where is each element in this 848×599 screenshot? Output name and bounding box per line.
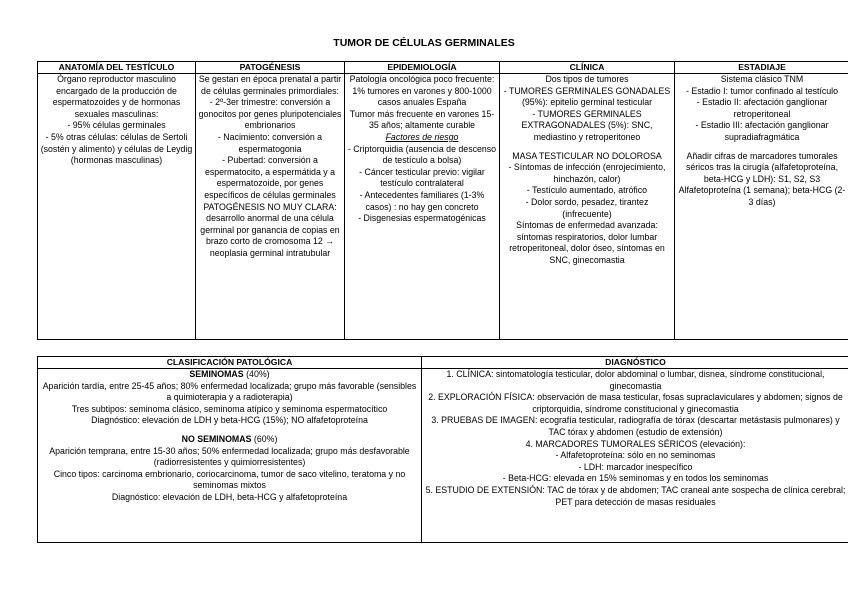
header-epidemiologia: EPIDEMIOLOGÍA <box>345 62 500 74</box>
spacer <box>502 144 672 151</box>
cell-patogenesis <box>196 74 345 340</box>
header-anatomia: ANATOMÍA DEL TESTÍCULO <box>38 62 196 74</box>
estadiaje-text: - Estadio II: afectación ganglionar retroperitoneal <box>696 97 828 119</box>
diagnostico-item: - Alfafetoproteína: sólo en no seminomas <box>555 450 716 461</box>
patogenesis-text: - Pubertad: conversión a espermatocito, a espermátida y a espermatozoide, por genes específicos de células germinales <box>204 155 336 200</box>
anatomia-text: Órgano reproductor masculino encargado de la producción de espermatozoides y de hormonas sexuales masculinas: <box>52 74 181 119</box>
seminomas-percent: (40%) <box>243 369 270 379</box>
header-clasificacion: CLASIFICACIÓN PATOLÓGICA <box>38 357 422 369</box>
anatomia-text: - 95% células germinales <box>67 120 166 131</box>
main-table <box>37 61 848 340</box>
risk-factor: - Antecedentes familiares (1-3% casos) : no hay gen concreto <box>359 189 485 212</box>
anatomia-text: - 5% otras células: células de Sertoli (sostén y alimento) y células de Leydig (hormonas masculinas) <box>40 131 193 166</box>
document-title: TUMOR DE CÉLULAS GERMINALES <box>333 37 515 49</box>
no-seminomas-text: Aparición temprana, entre 15-30 años; 50% enfermedad localizada; grupo más desfavorable (radiorresistentes y quimiorresistentes) <box>49 445 410 468</box>
header-clinica: CLÍNICA <box>500 62 675 74</box>
seminomas-heading <box>40 369 419 381</box>
diagnostico-item: - Beta-HCG: elevada en 15% seminomas y en todos los seminomas <box>502 473 769 484</box>
seminomas-text: Tres subtipos: seminoma clásico, seminoma atípico y seminoma espermatocítico <box>71 403 388 414</box>
spacer <box>40 427 419 434</box>
clinica-text: - TUMORES GERMINALES EXTRAGONADALES (5%): SNC, mediastino y retroperitoneo <box>521 108 653 142</box>
estadiaje-text: - Estadio III: afectación ganglionar supradiafragmática <box>695 120 829 142</box>
cell-epidemiologia <box>345 74 500 340</box>
header-diagnostico: DIAGNÓSTICO <box>422 357 848 369</box>
clinica-text: - Síntomas de infección (enrojecimiento, hinchazón, calor) <box>508 162 666 184</box>
epidemiologia-text: Patología oncológica poco frecuente: 1% tumores en varones y 800-1000 casos anuales España <box>349 74 495 108</box>
diagnostico-item: 4. MARCADORES TUMORALES SÉRICOS (elevación): <box>525 438 746 449</box>
diagnostico-item: - LDH: marcador inespecífico <box>578 461 693 472</box>
risk-factor: - Disgenesias espermatogénicas <box>358 213 486 224</box>
cell-estadiaje <box>675 74 848 340</box>
risk-factor: - Cáncer testicular previo: vigilar testículo contralateral <box>359 166 485 189</box>
clinica-text: MASA TESTICULAR NO DOLOROSA <box>512 150 662 161</box>
cell-clinica <box>500 74 675 340</box>
no-seminomas-text: Cinco tipos: carcinoma embrionario, coriocarcinoma, tumor de saco vitelino, teratoma y no seminomas mixtos <box>53 468 406 491</box>
diagnostico-item: 5. ESTUDIO DE EXTENSIÓN: TAC de tórax y de abdomen; TAC craneal ante sospecha de clínica cerebral; PET para detección de masas residuales <box>425 484 846 507</box>
clinica-text: - Dolor sordo, pesadez, tirantez (infrecuente) <box>525 196 649 219</box>
seminomas-text: Diagnóstico: elevación de LDH y beta-HCG (15%); NO alfafetoproteína <box>91 415 368 426</box>
risk-factor: - Criptorquidia (ausencia de descenso de testículo a bolsa) <box>347 143 497 166</box>
cell-clasificacion <box>38 369 422 543</box>
no-seminomas-heading <box>40 434 419 446</box>
cell-anatomia <box>38 74 196 340</box>
no-seminomas-title: NO SEMINOMAS <box>181 433 252 444</box>
no-seminomas-text: Diagnóstico: elevación de LDH, beta-HCG y alfafetoproteína <box>111 491 348 502</box>
diagnostico-item: 3. PRUEBAS DE IMAGEN: ecografía testicular, radiografía de tórax (descartar metástasis pulmonares) y TAC tórax y abdomen (estudio de extensión) <box>431 415 840 437</box>
estadiaje-text: Sistema clásico TNM <box>720 74 804 84</box>
estadiaje-text: - Estadio I: tumor confinado al testículo <box>685 85 839 96</box>
diagnostico-item: 1. CLÍNICA: sintomatología testicular, dolor abdominal o lumbar, disnea, síndrome constitucional, ginecomastia <box>446 369 825 391</box>
clinica-text: Síntomas de enfermedad avanzada: síntomas respiratorios, dolor lumbar retroperitoneal, dolor óseo, síntomas en SNC, ginecomastia <box>509 220 665 265</box>
classification-table <box>37 356 848 543</box>
spacer <box>677 144 847 151</box>
risk-factors-title: Factores de riesgo <box>385 131 459 142</box>
diagnostico-item: 2. EXPLORACIÓN FÍSICA: observación de masa testicular, fosas supraclaviculares y abdomen; signos de criptorquidia, síndrome constitucional y ginecomastia <box>428 392 843 414</box>
estadiaje-text: Añadir cifras de marcadores tumorales séricos tras la cirugía (alfafetoproteína, beta-HCG y LDH): S1, S2, S3 Alfafetoproteína (1 semana); beta-HCG (2-3 días) <box>678 150 846 207</box>
clinica-text: - TUMORES GERMINALES GONADALES (95%): epitelio germinal testicular <box>503 85 671 108</box>
seminomas-text: Aparición tardía, entre 25-45 años; 80% enfermedad localizada; grupo más favorable (sensibles a quimioterapia y a radioterapia) <box>42 380 417 403</box>
patogenesis-text: PATOGÉNESIS NO MUY CLARA: desarrollo anormal de una célula germinal por ganancia de copias en brazo corto de cromosoma 12 → neoplasia germinal intratubular <box>200 201 340 258</box>
patogenesis-text: - 2º-3er trimestre: conversión a gonocitos por genes pluripotenciales embrionarios <box>198 97 342 131</box>
seminomas-title: SEMINOMAS <box>189 369 244 379</box>
cell-diagnostico <box>422 369 848 543</box>
no-seminomas-percent: (60%) <box>251 433 278 444</box>
patogenesis-text: - Nacimiento: conversión a espermatogonia <box>217 131 323 154</box>
epidemiologia-text: Tumor más frecuente en varones 15-35 años; altamente curable <box>349 108 495 131</box>
patogenesis-text: Se gestan en época prenatal a partir de células germinales primordiales: <box>198 74 342 96</box>
clinica-text: Dos tipos de tumores <box>545 74 629 84</box>
clinica-text: - Testículo aumentado, atrófico <box>526 185 648 196</box>
header-estadiaje: ESTADIAJE <box>675 62 848 74</box>
header-patogenesis: PATOGÉNESIS <box>196 62 345 74</box>
